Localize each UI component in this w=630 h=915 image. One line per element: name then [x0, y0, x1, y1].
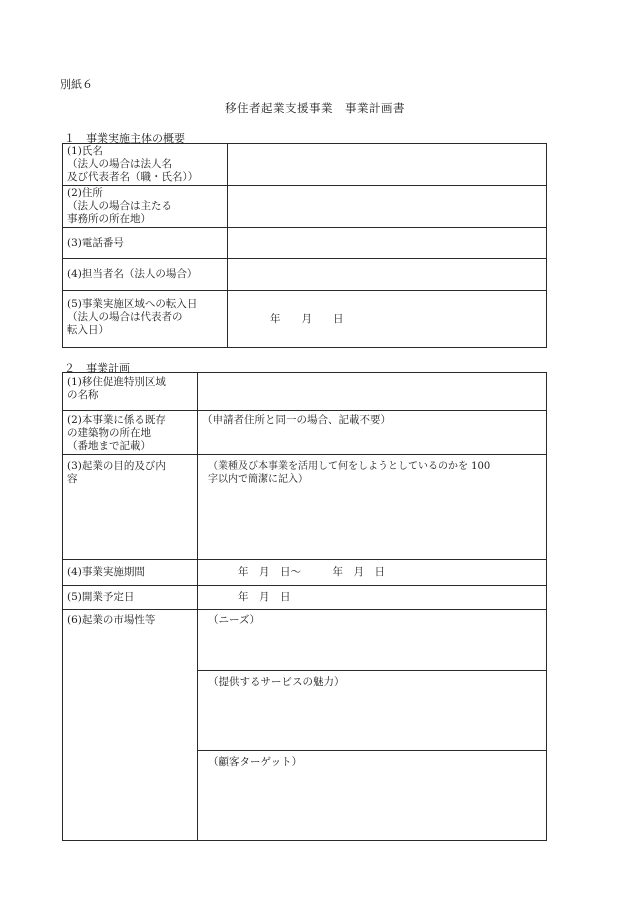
table-row: [63, 373, 547, 411]
marketability-label: (6)起業の市場性等: [63, 610, 198, 841]
address-field[interactable]: [228, 186, 547, 228]
contact-person-label: (4)担当者名（法人の場合）: [63, 259, 228, 291]
section1-heading: １ 事業実施主体の概要: [64, 132, 185, 145]
phone-label: (3)電話番号: [63, 228, 228, 259]
needs-field[interactable]: （ニーズ）: [198, 610, 547, 671]
attachment-label: 別紙６: [60, 78, 93, 91]
section2-heading: ２ 事業計画: [64, 362, 130, 375]
page-title: 移住者起業支援事業 事業計画書: [225, 101, 405, 115]
table-row: [63, 455, 547, 560]
period-label: (4)事業実施期間: [63, 560, 198, 586]
table-row: [63, 560, 547, 586]
move-in-date-field[interactable]: 年 月 日: [228, 291, 547, 348]
move-in-date-label: (5)事業実施区域への転入日 （法人の場合は代表者の 転入日）: [63, 291, 228, 348]
section2-table: [62, 372, 547, 841]
building-location-field[interactable]: （申請者住所と同一の場合、記載不要）: [198, 411, 547, 455]
special-area-label: (1)移住促進特別区域 の名称: [63, 373, 198, 411]
table-row: [63, 411, 547, 455]
opening-date-label: (5)開業予定日: [63, 586, 198, 610]
address-label: (2)住所 （法人の場合は主たる 事務所の所在地）: [63, 186, 228, 228]
opening-date-field[interactable]: 年 月 日: [198, 586, 547, 610]
building-location-label: (2)本事業に係る既存 の建築物の所在地 （番地まで記載）: [63, 411, 198, 455]
table-row: [63, 144, 547, 186]
table-row: [63, 186, 547, 228]
table-row: [63, 228, 547, 259]
name-field[interactable]: [228, 144, 547, 186]
phone-field[interactable]: [228, 228, 547, 259]
purpose-label: (3)起業の目的及び内 容: [63, 455, 198, 560]
service-appeal-field[interactable]: （提供するサービスの魅力）: [198, 671, 547, 751]
name-label: (1)氏名 （法人の場合は法人名 及び代表者名（職・氏名））: [63, 144, 228, 186]
purpose-field[interactable]: （業種及び本事業を活用して何をしようとしているのかを 100 字以内で簡潔に記入）: [198, 455, 547, 560]
table-row: [63, 291, 547, 348]
table-row: [63, 259, 547, 291]
period-field[interactable]: 年 月 日～ 年 月 日: [198, 560, 547, 586]
target-customers-field[interactable]: （顧客ターゲット）: [198, 751, 547, 841]
table-row: [63, 586, 547, 610]
special-area-field[interactable]: [198, 373, 547, 411]
section1-table: [62, 143, 547, 348]
contact-person-field[interactable]: [228, 259, 547, 291]
table-row: [63, 610, 547, 671]
